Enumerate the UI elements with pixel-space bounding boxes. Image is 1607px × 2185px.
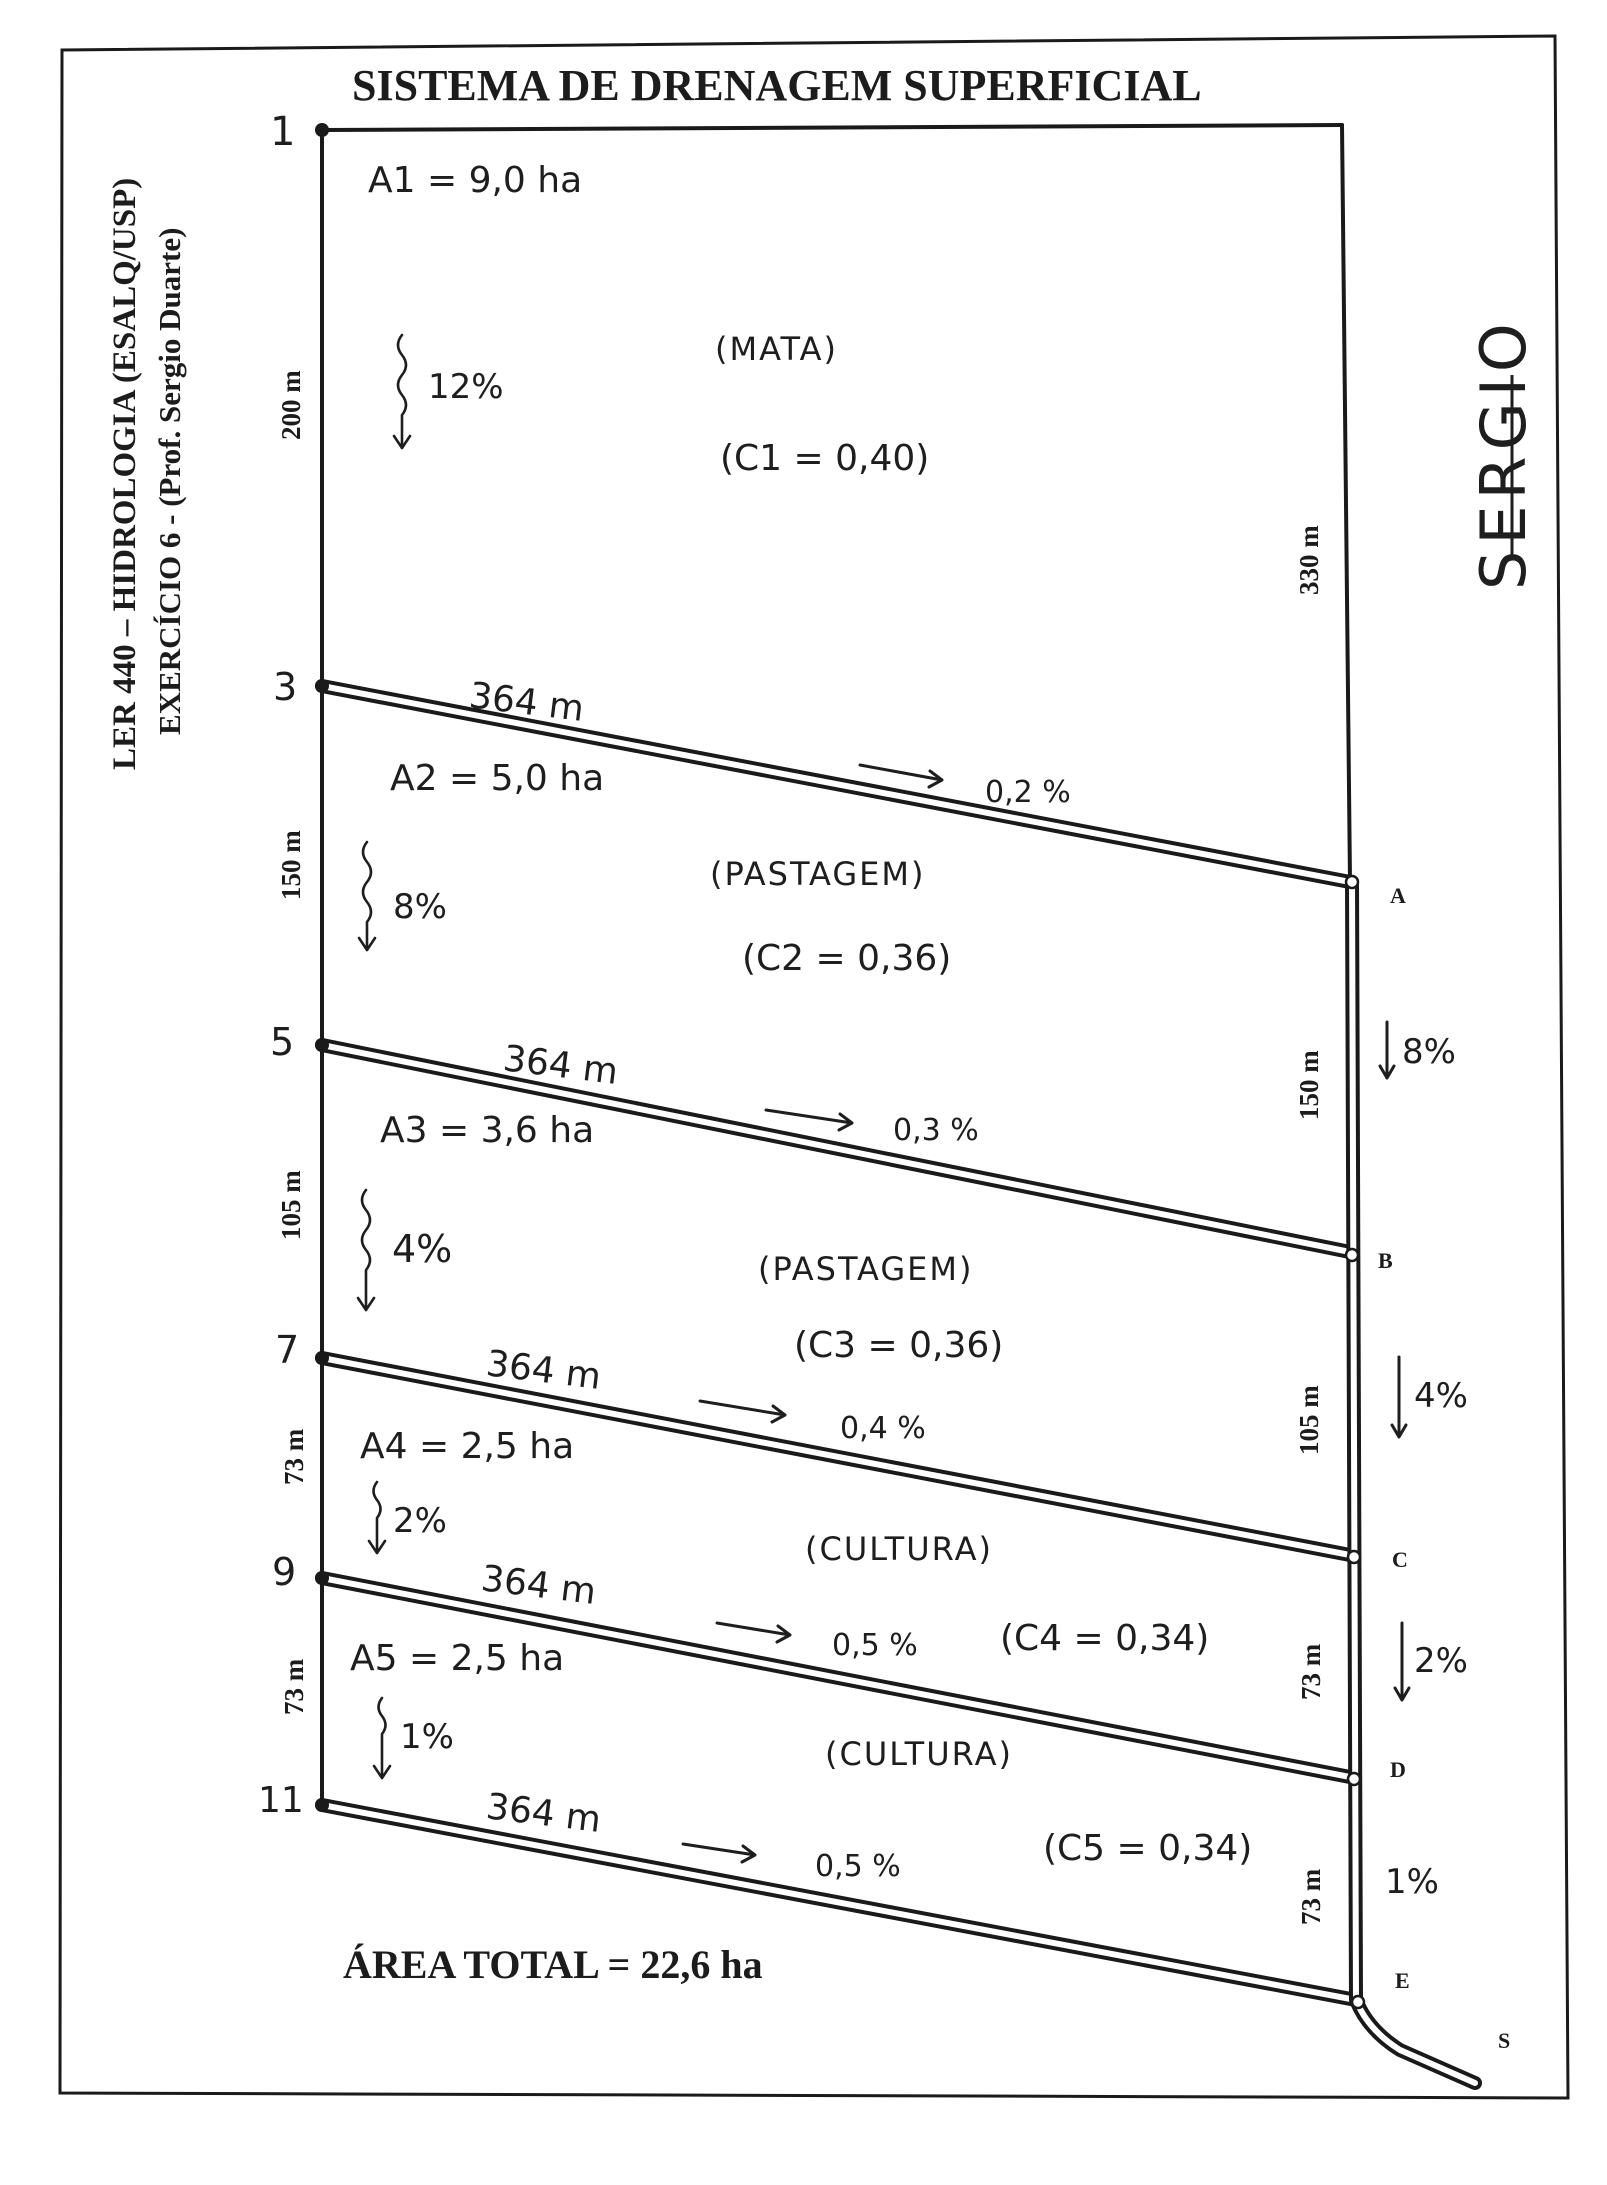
right-dim-4: 73 m (1296, 1643, 1326, 1700)
diagram-title: SISTEMA DE DRENAGEM SUPERFICIAL (352, 61, 1202, 110)
point-11-label: 11 (258, 1780, 304, 1821)
point-a-dot (1346, 876, 1358, 888)
point-d-dot (1348, 1773, 1360, 1785)
channel-3-flow-arrow (700, 1401, 785, 1422)
collector-slope-1: 8% (1402, 1032, 1456, 1072)
channel-2-length: 364 m (500, 1038, 621, 1093)
total-area: ÁREA TOTAL = 22,6 ha (343, 1942, 763, 1987)
left-dim-2: 150 m (276, 830, 306, 900)
left-dim-1: 200 m (276, 370, 306, 440)
area-2-slope-arrow (359, 842, 375, 950)
channel-3-length: 364 m (483, 1343, 604, 1398)
area-4-slope: 2% (393, 1501, 447, 1541)
channel-3-slope: 0,4 % (840, 1411, 926, 1446)
channel-1-slope: 0,2 % (985, 775, 1071, 810)
signature: SERGIO (1467, 317, 1540, 590)
area-4-coef: (C4 = 0,34) (1000, 1618, 1210, 1659)
channel-4-length: 364 m (478, 1558, 599, 1613)
area-3-use: (PASTAGEM) (758, 1250, 974, 1288)
area-5-use: (CULTURA) (825, 1735, 1013, 1773)
collector-slope-3: 2% (1414, 1641, 1468, 1681)
point-e-dot (1352, 1996, 1364, 2008)
area-3-slope: 4% (392, 1227, 453, 1271)
exercise-header: EXERCÍCIO 6 - (Prof. Sergio Duarte) (152, 227, 187, 735)
point-5-dot (315, 1038, 329, 1052)
area-2-use: (PASTAGEM) (710, 855, 926, 893)
area-5-label: A5 = 2,5 ha (350, 1638, 565, 1679)
channel-5-slope: 0,5 % (815, 1849, 901, 1884)
point-7-dot (315, 1351, 329, 1365)
point-c-dot (1348, 1551, 1360, 1563)
channel-5-length: 364 m (483, 1786, 604, 1841)
field-right-boundary-upper (1342, 125, 1350, 882)
collector-slope-arrow-3 (1395, 1623, 1409, 1700)
left-dim-4: 73 m (279, 1428, 309, 1485)
area-1-slope-arrow (394, 335, 410, 448)
point-9-dot (315, 1571, 329, 1585)
right-dim-2: 150 m (1294, 1050, 1324, 1120)
area-1-slope: 12% (428, 367, 504, 407)
channel-2-slope: 0,3 % (893, 1113, 979, 1148)
collector-slope-2: 4% (1414, 1376, 1468, 1416)
channel-1-length: 364 m (466, 675, 587, 730)
point-e-label: E (1395, 1968, 1410, 1993)
point-9-label: 9 (272, 1550, 297, 1594)
point-d-label: D (1390, 1757, 1406, 1782)
area-2-label: A2 = 5,0 ha (390, 758, 605, 799)
channel-4-slope: 0,5 % (832, 1628, 918, 1663)
point-3-label: 3 (273, 665, 298, 709)
area-4-slope-arrow (369, 1482, 385, 1553)
area-5-slope-arrow (374, 1698, 390, 1778)
right-dim-5: 73 m (1296, 1868, 1326, 1925)
collector-slope-4: 1% (1385, 1862, 1439, 1902)
point-11-dot (315, 1798, 329, 1812)
area-3-slope-arrow (358, 1190, 374, 1310)
point-5-label: 5 (270, 1020, 295, 1064)
field-top-boundary (322, 125, 1342, 130)
area-5-coef: (C5 = 0,34) (1043, 1828, 1253, 1869)
channel-5-flow-arrow (683, 1844, 755, 1862)
point-7-label: 7 (275, 1328, 300, 1372)
point-c-label: C (1392, 1547, 1408, 1572)
right-dim-1: 330 m (1294, 525, 1324, 595)
area-1-coef: (C1 = 0,40) (720, 438, 930, 479)
channel-2-flow-arrow (766, 1110, 852, 1130)
point-a-label: A (1390, 883, 1406, 908)
channel-4-flow-arrow (717, 1623, 790, 1642)
area-2-slope: 8% (393, 887, 447, 927)
point-3-dot (315, 679, 329, 693)
course-header: LER 440 – HIDROLOGIA (ESALQ/USP) (107, 177, 143, 770)
point-b-dot (1346, 1249, 1358, 1261)
area-2-coef: (C2 = 0,36) (742, 938, 952, 979)
left-dim-5: 73 m (279, 1658, 309, 1715)
point-1-label: 1 (270, 109, 296, 155)
area-1-label: A1 = 9,0 ha (368, 160, 583, 201)
left-dim-3: 105 m (276, 1170, 306, 1240)
area-5-slope: 1% (400, 1717, 454, 1757)
point-1-dot (315, 123, 329, 137)
point-b-label: B (1378, 1248, 1393, 1273)
collector-slope-arrow-1 (1380, 1022, 1394, 1078)
area-1-use: (MATA) (715, 330, 838, 368)
area-4-use: (CULTURA) (805, 1530, 993, 1568)
area-4-label: A4 = 2,5 ha (360, 1426, 575, 1467)
outlet-label: S (1498, 2028, 1511, 2053)
area-3-label: A3 = 3,6 ha (380, 1110, 595, 1151)
right-dim-3: 105 m (1294, 1385, 1324, 1455)
collector-slope-arrow-2 (1392, 1357, 1406, 1437)
channel-1-flow-arrow (860, 765, 942, 787)
area-3-coef: (C3 = 0,36) (794, 1325, 1004, 1366)
